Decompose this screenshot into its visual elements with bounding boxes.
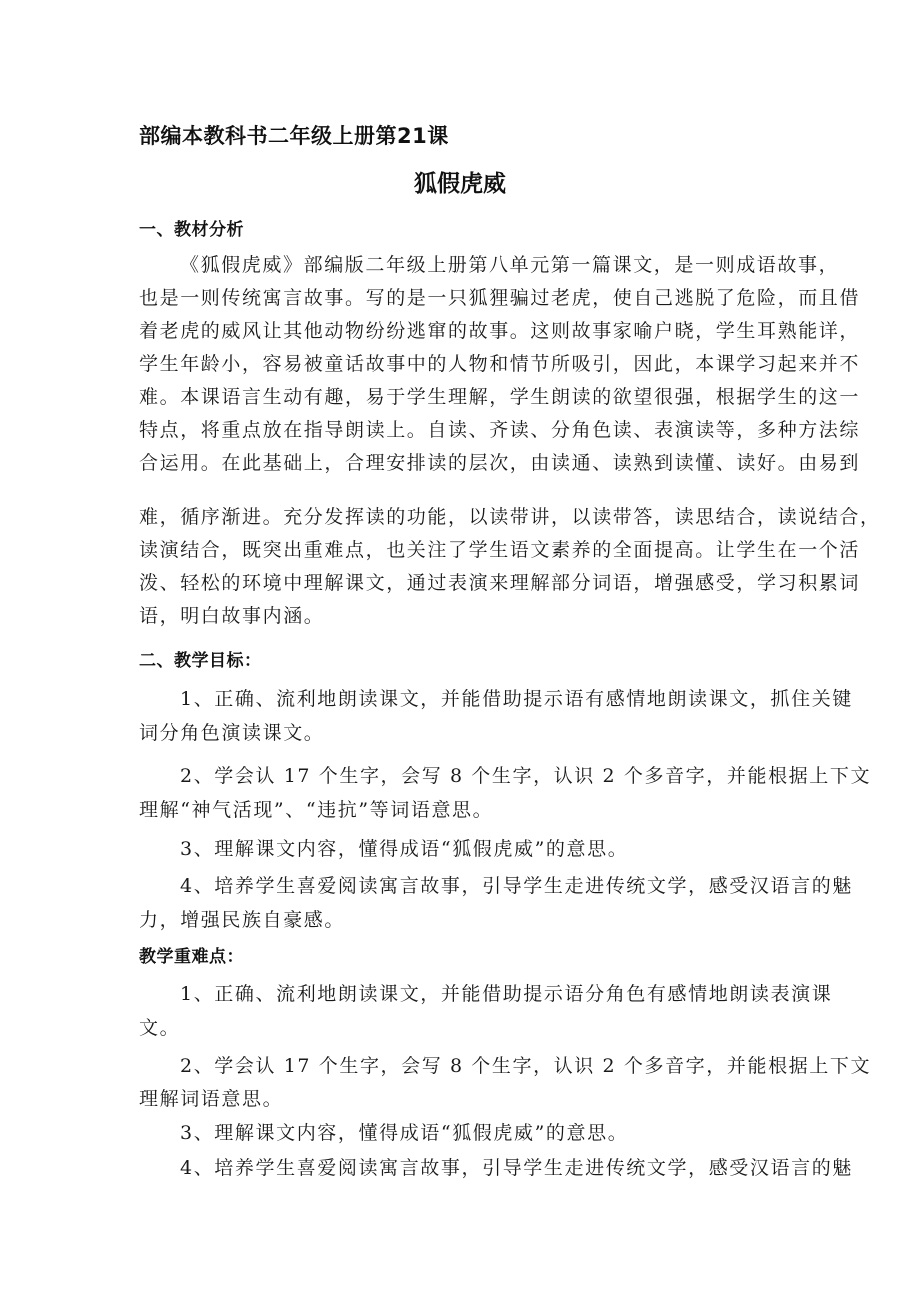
paragraph-line: 语，明白故事内涵。 (139, 605, 325, 627)
goal-item-2-line-2: 理解“神气活现”、“违抗”等词语意思。 (139, 799, 494, 821)
key-point-1-line-1: 1、正确、流利地朗读课文，并能借助提示语分角色有感情地朗读表演课 (180, 983, 833, 1005)
paragraph-line: 着老虎的威风让其他动物纷纷逃窜的故事。这则故事家喻户晓，学生耳熟能详， (139, 320, 861, 342)
paragraph-line: 学生年龄小，容易被童话故事中的人物和情节所吸引，因此，本课学习起来并不 (139, 353, 861, 375)
lesson-title: 狐假虎威 (414, 171, 506, 197)
paragraph-line: 特点，将重点放在指导朗读上。自读、齐读、分角色读、表演读等，多种方法综 (139, 419, 861, 441)
paragraph-line: 难。本课语言生动有趣，易于学生理解，学生朗读的欲望很强，根据学生的这一 (139, 386, 861, 408)
key-point-2-line-1: 2、学会认 17 个生字，会写 8 个生字，认识 2 个多音字，并能根据上下文 (180, 1055, 872, 1077)
paragraph-line: 泼、轻松的环境中理解课文，通过表演来理解部分词语，增强感受，学习积累词 (139, 572, 861, 594)
goal-item-4-line-2: 力，增强民族自豪感。 (139, 909, 346, 931)
key-point-2-line-2: 理解词语意思。 (139, 1088, 284, 1110)
paragraph-line: 合运用。在此基础上，合理安排读的层次，由读通、读熟到读懂、读好。由易到 (139, 452, 861, 474)
section-heading-key-points: 教学重难点： (139, 947, 244, 967)
goal-item-2-line-1: 2、学会认 17 个生字，会写 8 个生字，认识 2 个多音字，并能根据上下文 (180, 765, 872, 787)
course-title: 部编本教科书二年级上册第21课 (139, 124, 449, 148)
key-point-1-line-2: 文。 (139, 1017, 181, 1039)
key-point-3-line-1: 3、理解课文内容，懂得成语“狐假虎威”的意思。 (180, 1122, 629, 1144)
goal-item-1-line-1: 1、正确、流利地朗读课文，并能借助提示语有感情地朗读课文，抓住关键 (180, 688, 853, 710)
section-heading-analysis: 一、教材分析 (139, 220, 244, 240)
paragraph-line: 读演结合，既突出重难点，也关注了学生语文素养的全面提高。让学生在一个活 (139, 539, 861, 561)
paragraph-line: 也是一则传统寓言故事。写的是一只狐狸骗过老虎，使自己逃脱了危险，而且借 (139, 287, 861, 309)
key-point-4-line-1: 4、培养学生喜爱阅读寓言故事，引导学生走进传统文学，感受汉语言的魅 (180, 1157, 853, 1179)
goal-item-1-line-2: 词分角色演读课文。 (139, 722, 325, 744)
paragraph-line: 难，循序渐进。充分发挥读的功能，以读带讲，以读带答，读思结合，读说结合， (139, 506, 881, 528)
goal-item-4-line-1: 4、培养学生喜爱阅读寓言故事，引导学生走进传统文学，感受汉语言的魅 (180, 875, 853, 897)
section-heading-goals: 二、教学目标： (139, 651, 262, 671)
paragraph-line: 《狐假虎威》部编版二年级上册第八单元第一篇课文，是一则成语故事， (180, 254, 840, 276)
goal-item-3-line-1: 3、理解课文内容，懂得成语“狐假虎威”的意思。 (180, 838, 629, 860)
